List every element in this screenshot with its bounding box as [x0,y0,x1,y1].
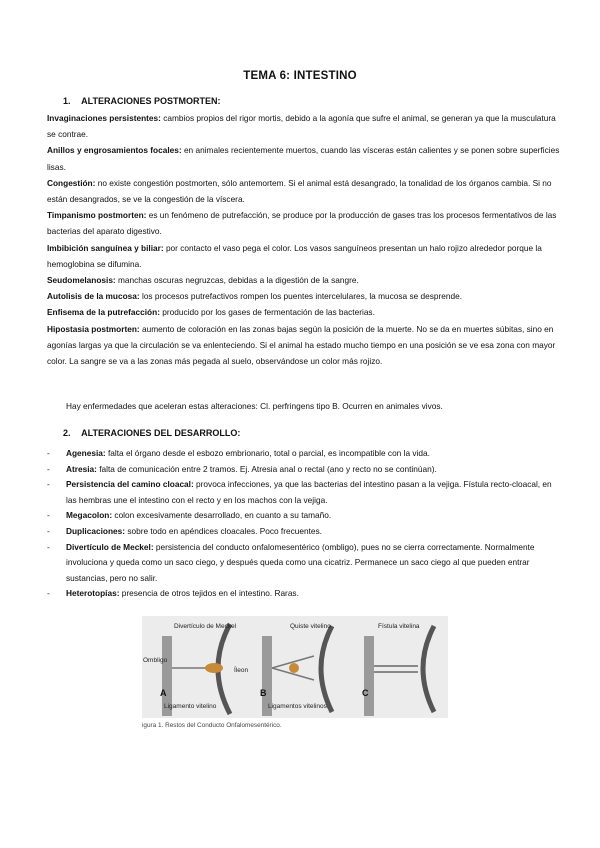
entry-term: Enfisema de la putrefacción: [47,307,160,318]
abdominal-wall-c [364,636,374,716]
section-1-heading [63,96,221,106]
list-item-heterotopias [47,586,561,602]
entry-text: producido por los gases de fermentación de las bacterias. [159,307,375,318]
label-a: A [160,688,167,698]
label-fistula: Fístula vitelina [378,623,420,630]
entry-text: manchas oscuras negruzcas, debidas a la digestión de la sangre. [115,275,359,286]
item-term: Agenesia: [66,448,106,458]
label-ileon: Íleon [234,667,249,674]
entry-text: por contacto el vaso pega el color. Los vasos sanguíneos presentan un halo rojizo alrededor porque la hemoglobina se difumina. [47,242,542,269]
page-title: TEMA 6: INTESTINO [243,70,357,82]
entry-anillos [47,142,561,174]
section-1-body [47,110,561,369]
entry-congestion [47,175,561,207]
entry-text: aumento de coloración en las zonas bajas según la posición de la muerte. No se da en muertes súbitas, sino en agonías largas ya que la circulación se va enlenteciendo. Si el animal ha estado mucho tiempo en una posición se ve esa zona con mayor color. La sangre se va a las zonas más pegada al suelo, observándose un color más rojizo. [47,323,556,367]
meckel-diverticulum-shape [205,663,223,673]
list-item-persistencia [47,477,561,508]
section-2-list [47,446,561,602]
list-item-agenesia [47,446,561,462]
section-2-heading [63,428,240,438]
entry-enfisema [47,304,561,320]
entry-text: los procesos putrefactivos rompen los puentes intercelulares, la mucosa se desprende. [139,291,463,302]
item-term: Divertículo de Meckel: [66,541,154,552]
item-text: colon excesivamente desarrollado, en cuanto a su tamaño. [112,510,332,521]
label-c: C [362,688,369,698]
entry-seudomelanosis [47,272,561,288]
item-text: provoca infecciones, ya que las bacterias del intestino pasan a la vejiga. Fístula recto-cloacal, en las hembras une el intestino con el recto y en los machos con la vejiga. [66,479,552,505]
figure-caption: igura 1. Restos del Conducto Onfalomesentérico. [142,722,282,729]
entry-text: es un fenómeno de putrefacción, se produce por la producción de gases tras los procesos fermentativos de las bacterias del aparato digestivo. [47,210,557,237]
list-item-atresia [47,462,561,478]
item-text: persistencia del conducto onfalomesentérico (ombligo), pues no se cierra correctamente. Normalmente involuciona y queda como un saco ciego, y después queda como una cicatriz. Permanece un saco ciego al que pueden entrar sustancias, pero no salir. [66,541,535,583]
entry-term: Invaginaciones persistentes: [47,113,161,123]
entry-text: en animales recientemente muertos, cuando las vísceras están calientes y se ponen sobre superficies lisas. [47,145,560,172]
figure-onfalomesenterico [142,616,448,718]
item-term: Persistencia del camino cloacal: [66,479,194,490]
label-b: B [260,688,267,698]
entry-invaginaciones [47,110,561,142]
item-text: falta el órgano desde el esbozo embrionario, total o parcial, es incompatible con la vida. [105,448,430,458]
label-ombligo: Ombligo [143,657,168,664]
entry-text: no existe congestión postmorten, sólo antemortem. Si el animal está desangrado, la tonalidad de los órganos cambia. Si no están desangrados, se ve la congestión de la víscera. [47,177,552,205]
label-ligamento-a: Ligamento vitelino [164,703,217,710]
item-text: falta de comunicación entre 2 tramos. Ej. Atresia anal o rectal (ano y recto no se continúan). [96,463,437,474]
item-term: Heterotopías: [66,588,120,599]
vitelline-cyst-shape [289,663,299,673]
list-item-duplicaciones [47,524,561,540]
label-ligamento-b: Ligamentos vitelinos [268,703,327,710]
entry-term: Anillos y engrosamientos focales: [47,145,182,156]
entry-text: cambios propios del rigor mortis, debido a la agonía que sufre el animal, se generan ya que la musculatura se contrae. [47,113,556,140]
item-text: presencia de otros tejidos en el intestino. Raras. [119,588,299,599]
entry-timpanismo [47,207,561,239]
entry-imbibicion [47,240,561,272]
item-term: Duplicaciones: [66,525,126,536]
entry-term: Seudomelanosis: [47,275,116,286]
item-text: sobre todo en apéndices cloacales. Poco frecuentes. [125,525,322,536]
list-item-meckel [47,540,561,587]
entry-term: Hipostasia postmorten: [47,323,140,334]
entry-autolisis [47,288,561,304]
section-1-title: ALTERACIONES POSTMORTEN: [81,96,221,106]
section-1-number: 1. [63,96,71,106]
item-term: Megacolon: [66,510,113,521]
list-item-megacolon [47,508,561,524]
entry-term: Timpanismo postmorten: [47,210,147,221]
entry-term: Imbibición sanguínea y biliar: [47,242,164,253]
entry-term: Congestión: [47,177,96,188]
entry-hipostasia [47,321,561,370]
section-1-note: Hay enfermedades que aceleran estas alteraciones: Cl. perfringens tipo B. Ocurren en animales vivos. [66,401,443,411]
label-quiste: Quiste vitelino [290,623,331,630]
section-2-title: ALTERACIONES DEL DESARROLLO: [81,428,241,438]
item-term: Atresia: [66,463,97,474]
label-meckel: Divertículo de Meckel [174,623,237,630]
entry-term: Autolisis de la mucosa: [47,291,140,302]
section-2-number: 2. [63,428,71,438]
